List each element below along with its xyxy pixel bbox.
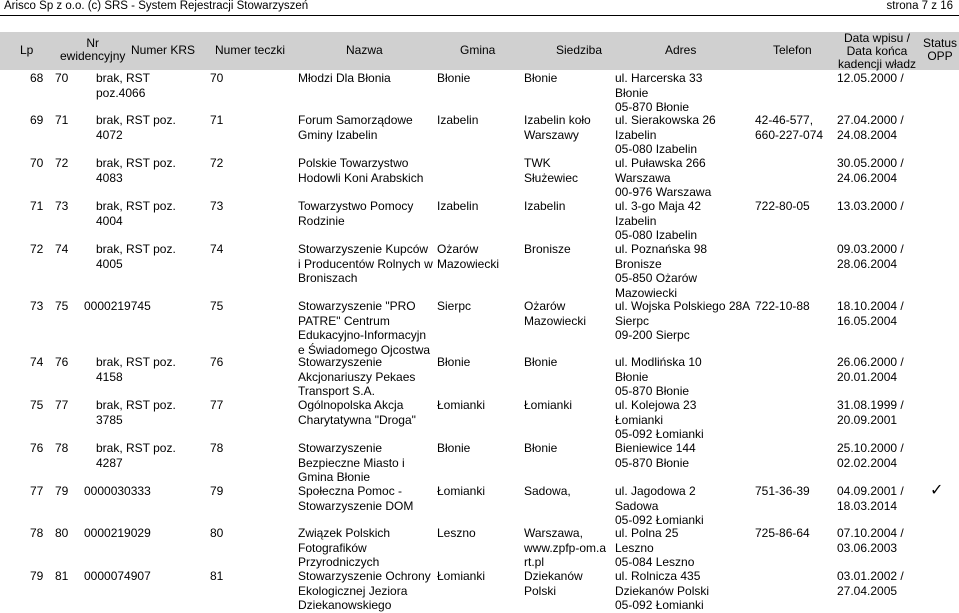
cell-nr: 71 — [55, 113, 69, 127]
opp-check-icon: ✓ — [930, 482, 944, 499]
cell-data: 12.05.2000 / — [837, 71, 904, 85]
cell-teczka: 81 — [210, 569, 224, 583]
cell-adres: ul. Poznańska 98 Bronisze 05-850 Ożarów Mazowiecki — [615, 242, 708, 300]
cell-nazwa: Stowarzyszenie "PRO PATRE" Centrum Edukacyjno-Informacyjn e Świadomego Ojcostwa — [298, 299, 431, 357]
cell-nazwa: Ogólnopolska Akcja Charytatywna "Droga" — [298, 398, 416, 427]
col-header-lp: Lp — [20, 43, 34, 57]
cell-lp: 78 — [30, 526, 44, 540]
cell-nazwa: Stowarzyszenie Ochrony Ekologicznej Jeziora Dziekanowskiego — [298, 569, 431, 612]
cell-telefon: 751-36-39 — [755, 484, 810, 498]
col-header-adres: Adres — [665, 43, 697, 57]
cell-siedziba: Warszawa, www.zpfp-om.a rt.pl — [524, 526, 607, 569]
cell-nr: 79 — [55, 484, 69, 498]
cell-lp: 70 — [30, 156, 44, 170]
table-header — [0, 32, 959, 70]
col-header-data: Data wpisu / Data końca kadencji władz — [837, 31, 917, 71]
cell-gmina: Ożarów Mazowiecki — [437, 242, 500, 271]
cell-siedziba: TWK Służewiec — [524, 156, 579, 185]
cell-krs: 0000219745 — [84, 299, 151, 313]
cell-teczka: 80 — [210, 526, 224, 540]
cell-gmina: Błonie — [437, 355, 471, 369]
cell-adres: ul. Kolejowa 23 Łomianki 05-092 Łomianki — [615, 398, 704, 441]
cell-lp: 76 — [30, 441, 44, 455]
cell-lp: 73 — [30, 299, 44, 313]
cell-krs: brak, RST poz. 4083 — [96, 156, 176, 185]
cell-nr: 76 — [55, 355, 69, 369]
cell-teczka: 73 — [210, 199, 224, 213]
cell-data: 18.10.2004 / 16.05.2004 — [837, 299, 904, 328]
cell-adres: ul. Wojska Polskiego 28A Sierpc 09-200 Sierpc — [615, 299, 751, 342]
cell-teczka: 79 — [210, 484, 224, 498]
cell-gmina: Błonie — [437, 441, 471, 455]
cell-lp: 71 — [30, 199, 44, 213]
cell-adres: Bieniewice 144 05-870 Błonie — [615, 441, 696, 470]
cell-gmina: Izabelin — [437, 199, 479, 213]
cell-gmina: Łomianki — [437, 569, 486, 583]
cell-nr: 80 — [55, 526, 69, 540]
cell-krs: brak, RST poz. 4287 — [96, 441, 176, 470]
cell-data: 13.03.2000 / — [837, 199, 904, 213]
col-header-status: Status OPP — [922, 36, 958, 63]
cell-data: 26.06.2000 / 20.01.2004 — [837, 355, 904, 384]
cell-gmina: Łomianki — [437, 398, 486, 412]
cell-adres: ul. Sierakowska 26 Izabelin 05-080 Izabelin — [615, 113, 716, 156]
cell-nazwa: Młodzi Dla Błonia — [298, 71, 391, 85]
cell-nr: 72 — [55, 156, 69, 170]
cell-nr: 70 — [55, 71, 69, 85]
cell-nazwa: Polskie Towarzystwo Hodowli Koni Arabskich — [298, 156, 424, 185]
cell-teczka: 77 — [210, 398, 224, 412]
header-divider — [0, 15, 959, 16]
cell-siedziba: Ożarów Mazowiecki — [524, 299, 587, 328]
cell-data: 30.05.2000 / 24.06.2004 — [837, 156, 904, 185]
cell-data: 31.08.1999 / 20.09.2001 — [837, 398, 904, 427]
cell-siedziba: Błonie — [524, 355, 558, 369]
cell-adres: ul. Jagodowa 2 Sadowa 05-092 Łomianki — [615, 484, 704, 527]
cell-nr: 81 — [55, 569, 69, 583]
cell-siedziba: Bronisze — [524, 242, 571, 256]
col-header-nazwa: Nazwa — [346, 43, 383, 57]
cell-nazwa: Towarzystwo Pomocy Rodzinie — [298, 199, 414, 228]
cell-data: 04.09.2001 / 18.03.2014 — [837, 484, 904, 513]
cell-gmina: Sierpc — [437, 299, 472, 313]
cell-siedziba: Błonie — [524, 71, 558, 85]
cell-telefon: 722-10-88 — [755, 299, 810, 313]
cell-telefon: 42-46-577, 660-227-074 — [755, 113, 824, 142]
cell-nr: 74 — [55, 242, 69, 256]
cell-nazwa: Stowarzyszenie Bezpieczne Miasto i Gmina Błonie — [298, 441, 405, 484]
cell-nr: 77 — [55, 398, 69, 412]
cell-lp: 79 — [30, 569, 44, 583]
cell-data: 03.01.2002 / 27.04.2005 — [837, 569, 904, 598]
cell-gmina: Leszno — [437, 526, 476, 540]
cell-data: 27.04.2000 / 24.08.2004 — [837, 113, 904, 142]
cell-adres: ul. Polna 25 Leszno 05-084 Leszno — [615, 526, 695, 569]
cell-teczka: 74 — [210, 242, 224, 256]
cell-lp: 69 — [30, 113, 44, 127]
cell-teczka: 75 — [210, 299, 224, 313]
cell-telefon: 725-86-64 — [755, 526, 810, 540]
cell-nazwa: Stowarzyszenie Akcjonariuszy Pekaes Transport S.A. — [298, 355, 416, 398]
cell-siedziba: Błonie — [524, 441, 558, 455]
cell-lp: 77 — [30, 484, 44, 498]
cell-siedziba: Sadowa, — [524, 484, 571, 498]
cell-lp: 74 — [30, 355, 44, 369]
col-header-teczka: Numer teczki — [215, 43, 286, 57]
cell-krs: brak, RST poz.4066 — [96, 71, 151, 100]
cell-adres: ul. Puławska 266 Warszawa 00-976 Warszawa — [615, 156, 712, 199]
cell-nr: 78 — [55, 441, 69, 455]
cell-nr: 75 — [55, 299, 69, 313]
cell-teczka: 72 — [210, 156, 224, 170]
cell-teczka: 78 — [210, 441, 224, 455]
cell-gmina: Łomianki — [437, 484, 486, 498]
col-header-krs: Numer KRS — [131, 43, 196, 57]
page-header-left: Arisco Sp z o.o. (c) SRS - System Rejestracji Stowarzyszeń — [4, 0, 309, 12]
cell-data: 25.10.2000 / 02.02.2004 — [837, 441, 904, 470]
cell-krs: brak, RST poz. 4158 — [96, 355, 176, 384]
cell-nazwa: Forum Samorządowe Gminy Izabelin — [298, 113, 413, 142]
cell-data: 07.10.2004 / 03.06.2003 — [837, 526, 904, 555]
cell-siedziba: Łomianki — [524, 398, 573, 412]
cell-gmina: Błonie — [437, 71, 471, 85]
cell-teczka: 71 — [210, 113, 224, 127]
cell-krs: 0000030333 — [84, 484, 151, 498]
cell-gmina: Izabelin — [437, 113, 479, 127]
cell-teczka: 70 — [210, 71, 224, 85]
cell-adres: ul. 3-go Maja 42 Izabelin 05-080 Izabelin — [615, 199, 702, 242]
cell-telefon: 722-80-05 — [755, 199, 810, 213]
cell-krs: brak, RST poz. 4072 — [96, 113, 176, 142]
cell-krs: brak, RST poz. 4004 — [96, 199, 176, 228]
col-header-siedziba: Siedziba — [556, 43, 603, 57]
cell-krs: brak, RST poz. 4005 — [96, 242, 176, 271]
cell-nazwa: Związek Polskich Fotografików Przyrodniczych — [298, 526, 391, 569]
cell-siedziba: Izabelin koło Warszawy — [524, 113, 591, 142]
cell-data: 09.03.2000 / 28.06.2004 — [837, 242, 904, 271]
cell-lp: 75 — [30, 398, 44, 412]
cell-lp: 68 — [30, 71, 44, 85]
page-header-right: strona 7 z 16 — [886, 0, 953, 12]
cell-siedziba: Dziekanów Polski — [524, 569, 583, 598]
cell-krs: 0000074907 — [84, 569, 151, 583]
col-header-telefon: Telefon — [773, 43, 812, 57]
cell-krs: 0000219029 — [84, 526, 151, 540]
cell-adres: ul. Modlińska 10 Błonie 05-870 Błonie — [615, 355, 702, 398]
col-header-gmina: Gmina — [460, 43, 496, 57]
cell-krs: brak, RST poz. 3785 — [96, 398, 176, 427]
cell-adres: ul. Rolnicza 435 Dziekanów Polski 05-092 Łomianki — [615, 569, 710, 612]
cell-adres: ul. Harcerska 33 Błonie 05-870 Błonie — [615, 71, 703, 114]
cell-teczka: 76 — [210, 355, 224, 369]
col-header-nr-ewid: Nr ewidencyjny — [60, 36, 126, 63]
cell-lp: 72 — [30, 242, 44, 256]
cell-nr: 73 — [55, 199, 69, 213]
cell-nazwa: Społeczna Pomoc - Stowarzyszenie DOM — [298, 484, 414, 513]
cell-siedziba: Izabelin — [524, 199, 566, 213]
cell-nazwa: Stowarzyszenie Kupców i Producentów Rolnych w Broniszach — [298, 242, 433, 285]
